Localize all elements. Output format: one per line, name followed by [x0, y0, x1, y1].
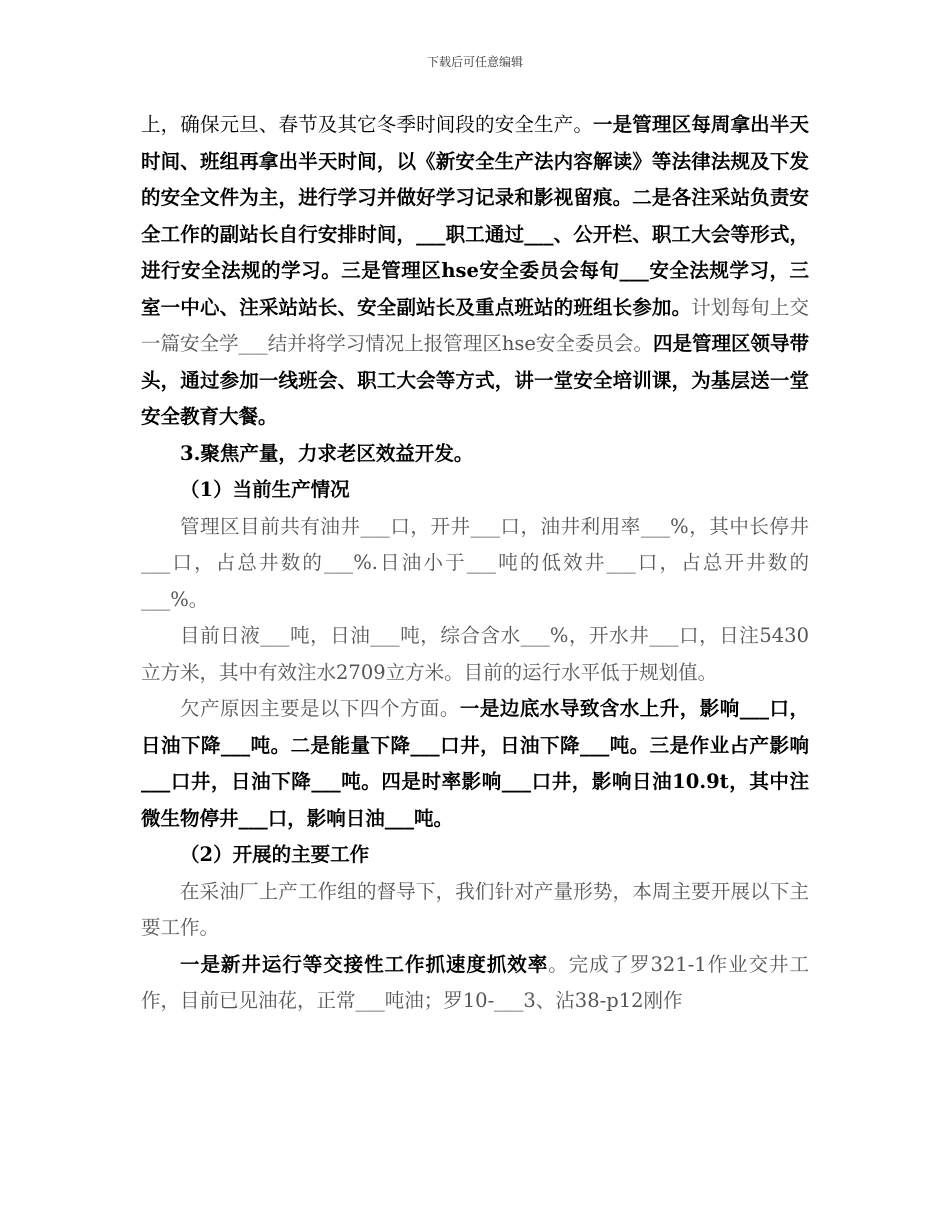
paragraph-shortfall-reasons: [141, 691, 809, 837]
page-header: 下载后可任意编辑: [426, 55, 523, 69]
paragraph-text: 上，确保元旦、春节及其它冬季时间段的安全生产。: [141, 113, 593, 136]
paragraph-main-work-intro: 在采油厂上产工作组的督导下，我们针对产量形势，本周主要开展以下主要工作。: [141, 879, 809, 939]
paragraph-text: 欠产原因主要是以下四个方面。: [180, 697, 460, 720]
paragraph-daily-output: 目前日液___吨，日油___吨，综合含水___%，开水井___口，日注5430立方米，其中有效注水2709立方米。目前的运行水平低于规划值。: [141, 624, 809, 684]
bold-text: 一是边底水导致含水上升，影响___口，日油下降___吨。二是能量下降___口井，日油下降___吨。三是作业占产影响___口井，日油下降___吨。四是时率影响___口井，影响日油10.9t，其中注微生物停井___口，影响日油___吨。: [141, 697, 809, 830]
paragraph-text: 。完成了罗321-1作业交井工作，目前已见油花，正常___吨油；罗10-___3、沾38-p12刚作: [141, 952, 809, 1012]
bold-text: 一是管理区每周拿出半天时间、班组再拿出半天时间，以《新安全生产法内容解读》等法律法规及下发的安全文件为主，进行学习并做好学习记录和影视留痕。二是各注采站负责安全工作的副站长自行安排时间，___职工通过___、公开栏、职工大会等形式，进行安全法规的学习。三是管理区hse安全委员会每旬___安全法规学习，三室一中心、注采站站长、安全副站长及重点班站的班组长参加。: [141, 113, 809, 319]
document-body: [141, 107, 809, 1020]
subsection-heading-current-production: （1）当前生产情况: [180, 478, 350, 501]
paragraph-text: 计划每旬上交一篇安全学___结并将学习情况上报管理区hse安全委员会。: [141, 295, 809, 355]
paragraph-safety-study: [141, 107, 809, 436]
bold-text: 一是新井运行等交接性工作抓速度抓效率: [180, 952, 549, 976]
paragraph-new-wells: [141, 947, 809, 1020]
section-heading: 3.聚焦产量，力求老区效益开发。: [180, 441, 474, 465]
subsection-heading-main-work: （2）开展的主要工作: [180, 843, 370, 866]
paragraph-well-count: 管理区目前共有油井___口，开井___口，油井利用率___%，其中长停井___口，占总井数的___%.日油小于___吨的低效井___口，占总开井数的___%。: [141, 514, 809, 611]
bold-text: 四是管理区领导带头，通过参加一线班会、职工大会等方式，讲一堂安全培训课，为基层送一堂安全教育大餐。: [141, 332, 809, 428]
